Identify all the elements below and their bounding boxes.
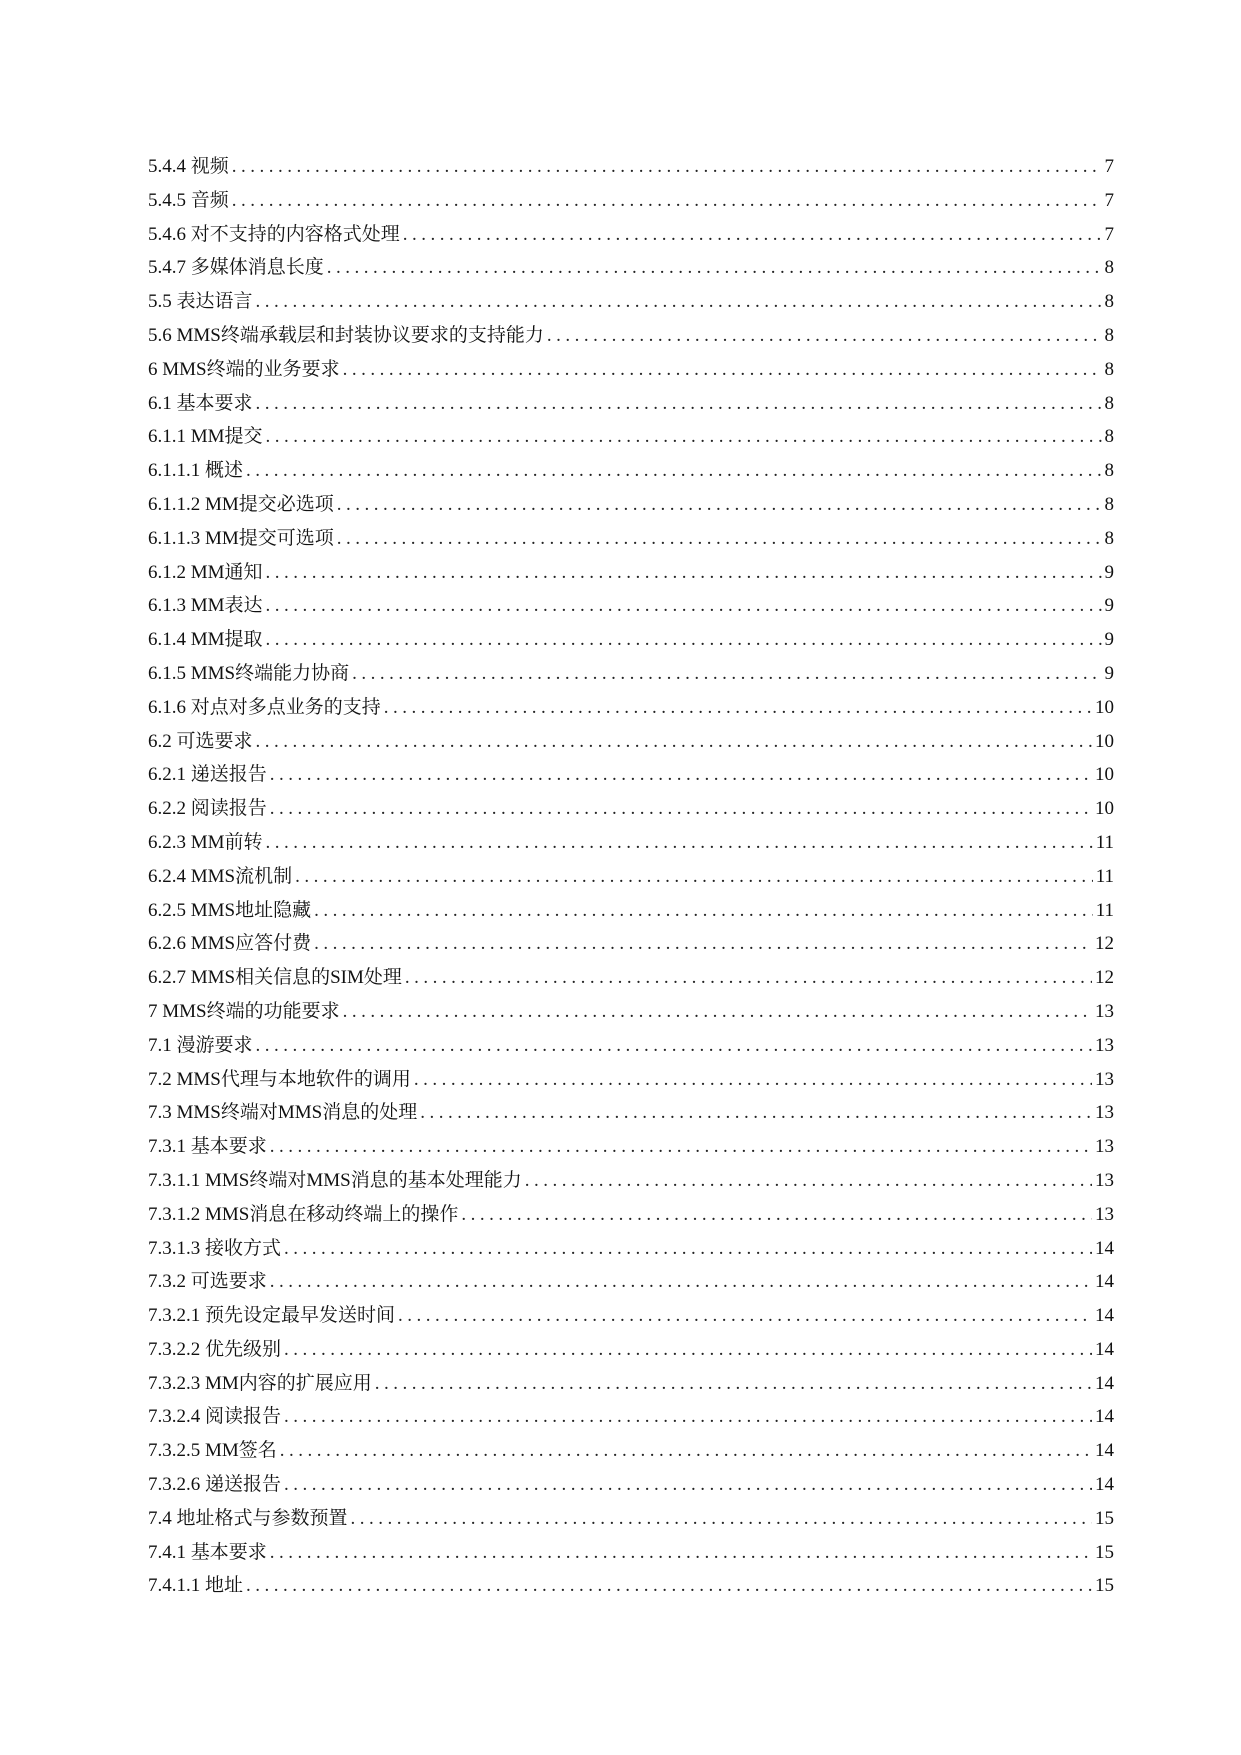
table-of-contents [148, 150, 1114, 1603]
toc-entry-title: 7.1 漫游要求 [148, 1034, 253, 1056]
toc-entry[interactable] [148, 927, 1114, 961]
toc-entry-title: 6.1.4 MM提取 [148, 629, 263, 651]
toc-entry-page-number: 13 [1095, 1000, 1114, 1022]
toc-dot-leader [547, 319, 1102, 353]
toc-entry-title: 7.3.2.6 递送报告 [148, 1474, 282, 1496]
toc-entry-title: 7.3.1.2 MMS消息在移动终端上的操作 [148, 1203, 459, 1225]
toc-entry-page-number: 14 [1095, 1406, 1114, 1428]
toc-dot-leader [327, 251, 1102, 285]
toc-entry-title: 6.2.7 MMS相关信息的SIM处理 [148, 967, 402, 989]
toc-entry[interactable] [148, 150, 1114, 184]
toc-entry[interactable] [148, 556, 1114, 590]
toc-entry-page-number: 8 [1104, 257, 1114, 279]
toc-entry-title: 5.4.4 视频 [148, 156, 229, 177]
toc-entry-page-number: 7 [1104, 223, 1114, 245]
toc-entry[interactable] [148, 1130, 1114, 1164]
toc-dot-leader [266, 623, 1102, 657]
toc-entry-title: 6.2.1 递送报告 [148, 764, 267, 786]
toc-dot-leader [343, 995, 1092, 1029]
toc-entry-title: 6.1.1.3 MM提交可选项 [148, 527, 334, 549]
toc-entry[interactable] [148, 454, 1114, 488]
toc-entry-page-number: 8 [1104, 527, 1114, 549]
toc-entry-title: 7.3 MMS终端对MMS消息的处理 [148, 1102, 418, 1124]
toc-entry-page-number: 14 [1095, 1372, 1114, 1394]
toc-entry[interactable] [148, 1063, 1114, 1097]
toc-entry-title: 7.3.2.3 MM内容的扩展应用 [148, 1372, 372, 1394]
toc-dot-leader [246, 454, 1101, 488]
toc-entry[interactable] [148, 1536, 1114, 1570]
toc-dot-leader [420, 1096, 1092, 1130]
toc-entry-page-number: 15 [1095, 1575, 1114, 1597]
toc-entry-page-number: 10 [1095, 798, 1114, 820]
toc-dot-leader [284, 1400, 1092, 1434]
toc-entry-title: 6.1.5 MMS终端能力协商 [148, 662, 350, 684]
toc-entry-page-number: 13 [1095, 1136, 1114, 1158]
toc-dot-leader [314, 927, 1092, 961]
toc-entry-page-number: 14 [1095, 1440, 1114, 1462]
toc-entry-title: 5.5 表达语言 [148, 291, 253, 313]
toc-entry-title: 7.2 MMS代理与本地软件的调用 [148, 1068, 411, 1090]
toc-dot-leader [414, 1063, 1092, 1097]
toc-entry-page-number: 9 [1104, 561, 1114, 583]
toc-dot-leader [256, 725, 1092, 759]
toc-dot-leader [266, 556, 1102, 590]
toc-entry[interactable] [148, 420, 1114, 454]
toc-entry[interactable] [148, 758, 1114, 792]
toc-entry-page-number: 12 [1095, 933, 1114, 955]
toc-entry-page-number: 11 [1095, 899, 1114, 921]
toc-dot-leader [270, 792, 1092, 826]
toc-entry[interactable] [148, 1232, 1114, 1266]
toc-entry-title: 7.3.1.3 接收方式 [148, 1237, 282, 1259]
toc-entry[interactable] [148, 1502, 1114, 1536]
toc-entry-title: 7.3.2.1 预先设定最早发送时间 [148, 1305, 396, 1327]
toc-entry-title: 7.3.2.4 阅读报告 [148, 1406, 282, 1428]
toc-entry[interactable] [148, 589, 1114, 623]
toc-entry-page-number: 8 [1104, 358, 1114, 380]
toc-dot-leader [232, 184, 1102, 218]
toc-entry[interactable] [148, 657, 1114, 691]
toc-entry-title: 5.6 MMS终端承载层和封装协议要求的支持能力 [148, 324, 544, 346]
toc-dot-leader [256, 285, 1102, 319]
toc-entry-page-number: 14 [1095, 1271, 1114, 1293]
toc-entry-page-number: 14 [1095, 1305, 1114, 1327]
toc-entry-title: 6.1.6 对点对多点业务的支持 [148, 696, 381, 718]
toc-dot-leader [280, 1434, 1092, 1468]
toc-entry-title: 6.2 可选要求 [148, 730, 253, 752]
toc-entry[interactable] [148, 285, 1114, 319]
toc-entry-page-number: 13 [1095, 1102, 1114, 1124]
toc-entry-page-number: 13 [1095, 1203, 1114, 1225]
toc-dot-leader [256, 387, 1102, 421]
toc-entry-page-number: 8 [1104, 460, 1114, 482]
toc-entry-page-number: 8 [1104, 493, 1114, 515]
toc-dot-leader [266, 826, 1093, 860]
toc-dot-leader [232, 150, 1102, 184]
toc-dot-leader [403, 218, 1102, 252]
toc-entry[interactable] [148, 792, 1114, 826]
toc-entry[interactable] [148, 353, 1114, 387]
toc-dot-leader [270, 758, 1092, 792]
toc-entry[interactable] [148, 1299, 1114, 1333]
toc-entry-page-number: 14 [1095, 1237, 1114, 1259]
toc-entry[interactable] [148, 1333, 1114, 1367]
toc-dot-leader [266, 589, 1102, 623]
toc-entry-title: 6.2.5 MMS地址隐藏 [148, 899, 312, 921]
toc-entry-title: 6.2.2 阅读报告 [148, 798, 267, 820]
toc-dot-leader [343, 353, 1102, 387]
toc-dot-leader [352, 657, 1101, 691]
toc-entry[interactable] [148, 894, 1114, 928]
toc-entry[interactable] [148, 1096, 1114, 1130]
toc-entry-title: 6.2.3 MM前转 [148, 831, 263, 853]
toc-entry[interactable] [148, 860, 1114, 894]
toc-entry-page-number: 8 [1104, 426, 1114, 448]
toc-entry-title: 7.3.2.2 优先级别 [148, 1338, 282, 1360]
toc-entry-title: 6.1.1 MM提交 [148, 426, 263, 448]
toc-entry-title: 7.3.1 基本要求 [148, 1136, 267, 1158]
toc-entry-page-number: 13 [1095, 1034, 1114, 1056]
toc-entry-page-number: 15 [1095, 1541, 1114, 1563]
toc-dot-leader [284, 1333, 1092, 1367]
toc-entry-page-number: 11 [1095, 831, 1114, 853]
toc-entry-page-number: 8 [1104, 324, 1114, 346]
toc-entry-page-number: 14 [1095, 1338, 1114, 1360]
toc-entry[interactable] [148, 1569, 1114, 1603]
toc-entry-title: 6.1 基本要求 [148, 392, 253, 414]
toc-dot-leader [398, 1299, 1092, 1333]
toc-dot-leader [284, 1232, 1092, 1266]
toc-entry-page-number: 12 [1095, 967, 1114, 989]
toc-entry-title: 6.1.2 MM通知 [148, 561, 263, 583]
toc-entry-page-number: 9 [1104, 629, 1114, 651]
toc-entry-title: 6.1.1.2 MM提交必选项 [148, 493, 334, 515]
toc-entry[interactable] [148, 1367, 1114, 1401]
toc-entry-page-number: 14 [1095, 1474, 1114, 1496]
toc-entry[interactable] [148, 691, 1114, 725]
toc-dot-leader [284, 1468, 1092, 1502]
toc-dot-leader [525, 1164, 1092, 1198]
toc-dot-leader [266, 420, 1102, 454]
toc-entry-page-number: 9 [1104, 595, 1114, 617]
toc-dot-leader [337, 522, 1102, 556]
toc-entry-title: 7.4 地址格式与参数预置 [148, 1507, 348, 1529]
toc-entry-page-number: 7 [1104, 189, 1114, 211]
toc-entry[interactable] [148, 995, 1114, 1029]
toc-entry-title: 6 MMS终端的业务要求 [148, 358, 340, 380]
toc-entry-title: 7.4.1 基本要求 [148, 1541, 267, 1563]
toc-dot-leader [351, 1502, 1092, 1536]
toc-entry-title: 6.2.4 MMS流机制 [148, 865, 293, 887]
toc-entry[interactable] [148, 184, 1114, 218]
toc-entry-page-number: 13 [1095, 1169, 1114, 1191]
toc-entry-title: 5.4.5 音频 [148, 189, 229, 211]
toc-entry[interactable] [148, 387, 1114, 421]
toc-entry[interactable] [148, 1468, 1114, 1502]
toc-entry[interactable] [148, 1400, 1114, 1434]
toc-entry[interactable] [148, 1164, 1114, 1198]
toc-dot-leader [246, 1569, 1092, 1603]
toc-entry-title: 7.3.2.5 MM签名 [148, 1440, 277, 1462]
toc-dot-leader [461, 1198, 1092, 1232]
toc-dot-leader [375, 1367, 1092, 1401]
toc-dot-leader [256, 1029, 1092, 1063]
toc-entry-page-number: 13 [1095, 1068, 1114, 1090]
toc-entry-title: 6.2.6 MMS应答付费 [148, 933, 312, 955]
toc-dot-leader [270, 1536, 1092, 1570]
toc-entry-title: 6.1.1.1 概述 [148, 460, 244, 482]
toc-entry-title: 5.4.7 多媒体消息长度 [148, 257, 324, 279]
toc-entry-page-number: 10 [1095, 730, 1114, 752]
toc-entry[interactable] [148, 725, 1114, 759]
toc-entry-title: 7 MMS终端的功能要求 [148, 1000, 340, 1022]
toc-entry[interactable] [148, 488, 1114, 522]
toc-entry-page-number: 7 [1104, 156, 1114, 177]
toc-entry-title: 5.4.6 对不支持的内容格式处理 [148, 223, 400, 245]
toc-entry[interactable] [148, 961, 1114, 995]
toc-entry[interactable] [148, 1029, 1114, 1063]
toc-dot-leader [314, 894, 1093, 928]
toc-entry-title: 7.3.2 可选要求 [148, 1271, 267, 1293]
toc-entry[interactable] [148, 826, 1114, 860]
toc-entry[interactable] [148, 319, 1114, 353]
toc-entry[interactable] [148, 251, 1114, 285]
toc-entry-page-number: 15 [1095, 1507, 1114, 1529]
toc-entry-title: 7.4.1.1 地址 [148, 1575, 244, 1597]
toc-dot-leader [405, 961, 1092, 995]
toc-dot-leader [295, 860, 1093, 894]
toc-entry[interactable] [148, 1434, 1114, 1468]
toc-dot-leader [384, 691, 1092, 725]
toc-entry[interactable] [148, 1265, 1114, 1299]
toc-dot-leader [270, 1130, 1092, 1164]
toc-entry[interactable] [148, 218, 1114, 252]
toc-entry-page-number: 10 [1095, 764, 1114, 786]
toc-dot-leader [270, 1265, 1092, 1299]
toc-dot-leader [337, 488, 1102, 522]
toc-entry[interactable] [148, 522, 1114, 556]
toc-entry-page-number: 10 [1095, 696, 1114, 718]
toc-entry-page-number: 8 [1104, 392, 1114, 414]
toc-entry-title: 7.3.1.1 MMS终端对MMS消息的基本处理能力 [148, 1169, 522, 1191]
toc-entry-page-number: 8 [1104, 291, 1114, 313]
toc-entry[interactable] [148, 623, 1114, 657]
toc-entry-title: 6.1.3 MM表达 [148, 595, 263, 617]
toc-entry[interactable] [148, 1198, 1114, 1232]
toc-entry-page-number: 11 [1095, 865, 1114, 887]
toc-entry-page-number: 9 [1104, 662, 1114, 684]
